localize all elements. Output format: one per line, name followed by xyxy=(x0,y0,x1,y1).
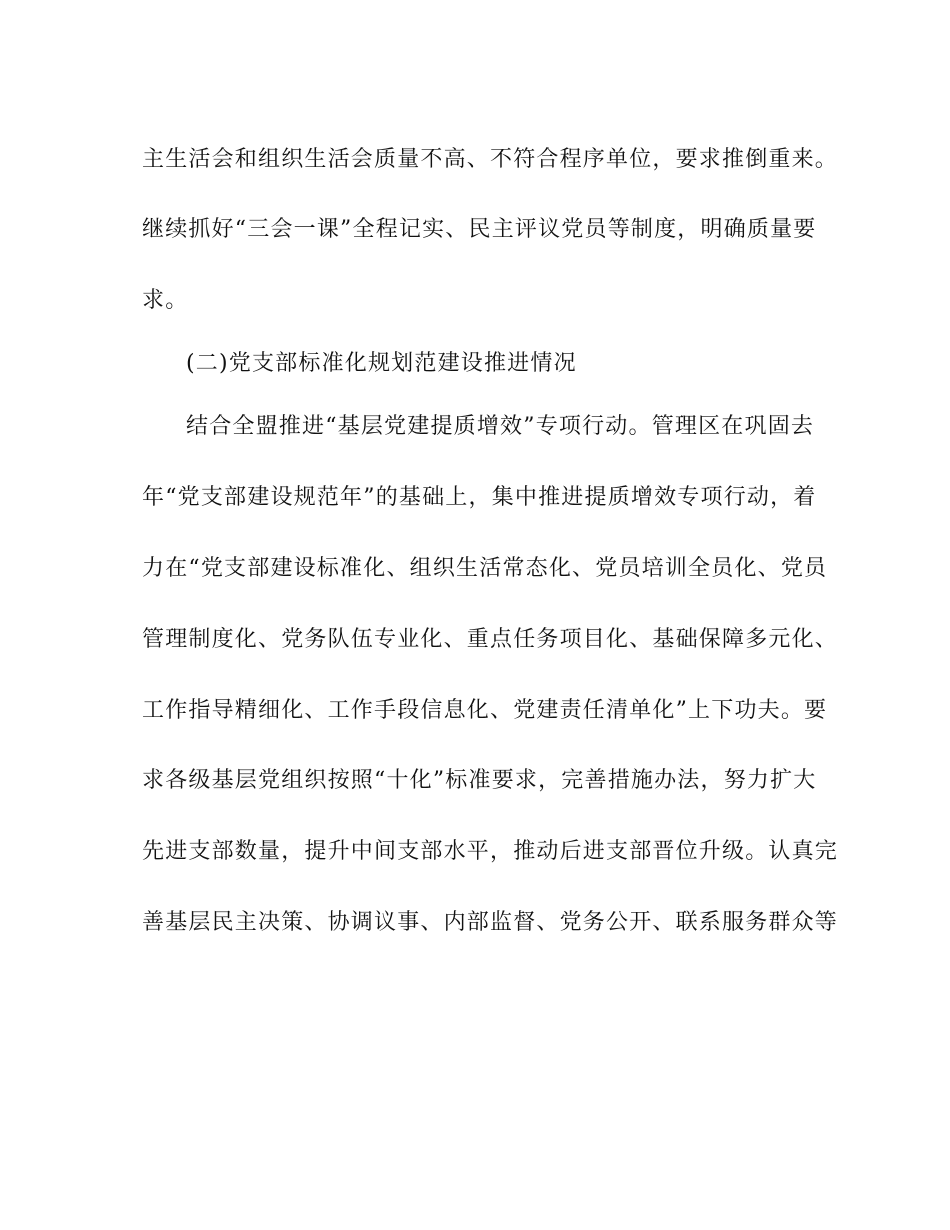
text-line-1: 主生活会和组织生活会质量不高、不符合程序单位，要求推倒重来。 xyxy=(142,147,839,172)
text-line-10: 求各级基层党组织按照“十化”标准要求，完善措施办法，努力扩大 xyxy=(142,768,817,793)
text-line-11: 先进支部数量，提升中间支部水平，推动后进支部晋位升级。认真完 xyxy=(142,839,839,864)
text-line-9: 工作指导精细化、工作手段信息化、党建责任清单化”上下功夫。要 xyxy=(142,698,828,723)
text-line-7: 力在“党支部建设标准化、组织生活常态化、党员培训全员化、党员 xyxy=(142,556,828,581)
section-heading: (二)党支部标准化规划范建设推进情况 xyxy=(186,351,577,376)
text-line-8: 管理制度化、党务队伍专业化、重点任务项目化、基础保障多元化、 xyxy=(142,627,839,652)
text-line-2: 继续抓好“三会一课”全程记实、民主评议党员等制度，明确质量要 xyxy=(142,217,817,242)
text-line-3: 求。 xyxy=(142,288,189,313)
text-line-5: 结合全盟推进“基层党建提质增效”专项行动。管理区在巩固去 xyxy=(186,414,815,439)
text-line-6: 年“党支部建设规范年”的基础上，集中推进提质增效专项行动，着 xyxy=(142,485,817,510)
text-line-12: 善基层民主决策、协调议事、内部监督、党务公开、联系服务群众等 xyxy=(142,910,839,935)
